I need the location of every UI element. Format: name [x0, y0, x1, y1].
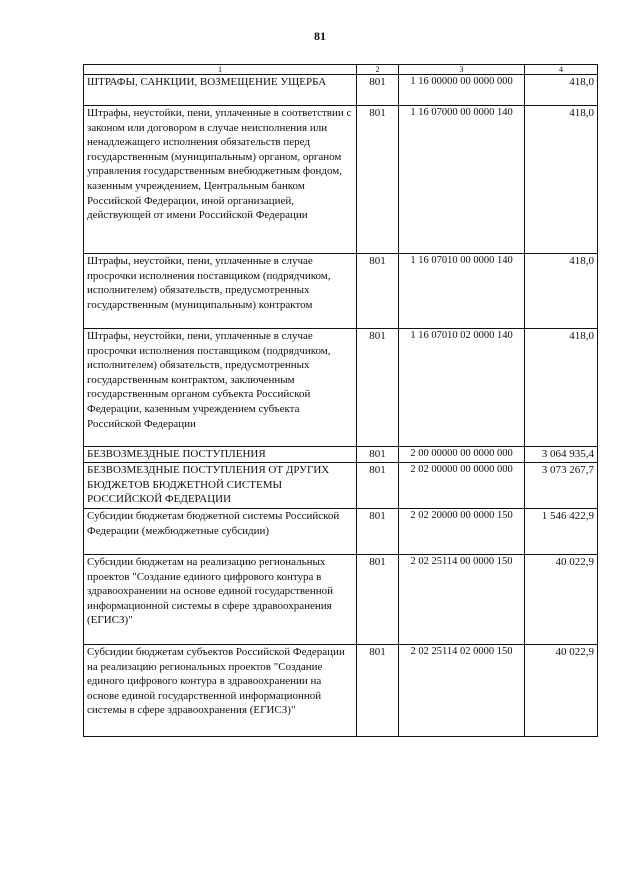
row-amount: 418,0 — [525, 254, 598, 329]
row-amount: 1 546 422,9 — [525, 509, 598, 555]
row-name: Штрафы, неустойки, пени, уплаченные в случае просрочки исполнения поставщиком (подрядчиком, исполнителем) обязательств, предусмотренных государственным (муниципальным) контрактом — [84, 254, 357, 329]
row-admin-code: 801 — [357, 447, 399, 463]
row-name: ШТРАФЫ, САНКЦИИ, ВОЗМЕЩЕНИЕ УЩЕРБА — [84, 75, 357, 106]
table-row — [84, 329, 598, 447]
column-number-2: 2 — [357, 65, 399, 75]
row-admin-code: 801 — [357, 106, 399, 254]
row-budget-code: 1 16 00000 00 0000 000 — [399, 75, 525, 106]
column-number-4: 4 — [525, 65, 598, 75]
table-row — [84, 509, 598, 555]
table-row — [84, 463, 598, 509]
column-number-row — [84, 65, 598, 75]
column-number-3: 3 — [399, 65, 525, 75]
row-name: Штрафы, неустойки, пени, уплаченные в случае просрочки исполнения поставщиком (подрядчиком, исполнителем) обязательств, предусмотренных государственным контрактом, заключенным государственным органом субъекта Российской Федерации, казенным учреждением субъекта Российской Федерации — [84, 329, 357, 447]
table-row — [84, 106, 598, 254]
row-amount: 40 022,9 — [525, 645, 598, 737]
row-name: БЕЗВОЗМЕЗДНЫЕ ПОСТУПЛЕНИЯ — [84, 447, 357, 463]
table-row — [84, 75, 598, 106]
table-row — [84, 555, 598, 645]
row-name: Субсидии бюджетам бюджетной системы Российской Федерации (межбюджетные субсидии) — [84, 509, 357, 555]
row-amount: 3 073 267,7 — [525, 463, 598, 509]
revenue-table — [83, 64, 598, 737]
row-amount: 418,0 — [525, 106, 598, 254]
row-budget-code: 1 16 07000 00 0000 140 — [399, 106, 525, 254]
row-amount: 418,0 — [525, 75, 598, 106]
row-budget-code: 1 16 07010 00 0000 140 — [399, 254, 525, 329]
page-number: 81 — [314, 29, 326, 43]
row-admin-code: 801 — [357, 463, 399, 509]
row-budget-code: 2 00 00000 00 0000 000 — [399, 447, 525, 463]
table-row — [84, 254, 598, 329]
row-admin-code: 801 — [357, 645, 399, 737]
row-admin-code: 801 — [357, 509, 399, 555]
row-name: Субсидии бюджетам на реализацию региональных проектов "Создание единого цифрового контура в здравоохранении на основе единой государственной информационной системы в сфере здравоохранения (ЕГИСЗ)" — [84, 555, 357, 645]
row-amount: 3 064 935,4 — [525, 447, 598, 463]
row-amount: 418,0 — [525, 329, 598, 447]
row-admin-code: 801 — [357, 75, 399, 106]
row-admin-code: 801 — [357, 329, 399, 447]
table-row — [84, 447, 598, 463]
column-number-1: 1 — [84, 65, 357, 75]
row-budget-code: 2 02 25114 02 0000 150 — [399, 645, 525, 737]
row-name: БЕЗВОЗМЕЗДНЫЕ ПОСТУПЛЕНИЯ ОТ ДРУГИХ БЮДЖЕТОВ БЮДЖЕТНОЙ СИСТЕМЫ РОССИЙСКОЙ ФЕДЕРАЦИИ — [84, 463, 357, 509]
table-row — [84, 645, 598, 737]
row-amount: 40 022,9 — [525, 555, 598, 645]
row-name: Штрафы, неустойки, пени, уплаченные в соответствии с законом или договором в случае неисполнения или ненадлежащего исполнения обязательств перед государственным (муниципальным) органом, органом управления государственным внебюджетным фондом, казенным учреждением, Центральным банком Российской Федерации, иной организацией, действующей от имени Российской Федерации — [84, 106, 357, 254]
row-budget-code: 2 02 25114 00 0000 150 — [399, 555, 525, 645]
row-budget-code: 1 16 07010 02 0000 140 — [399, 329, 525, 447]
row-admin-code: 801 — [357, 254, 399, 329]
row-budget-code: 2 02 20000 00 0000 150 — [399, 509, 525, 555]
row-name: Субсидии бюджетам субъектов Российской Федерации на реализацию региональных проектов "Создание единого цифрового контура в здравоохранении на основе единой государственной информационной системы в сфере здравоохранения (ЕГИСЗ)" — [84, 645, 357, 737]
row-admin-code: 801 — [357, 555, 399, 645]
row-budget-code: 2 02 00000 00 0000 000 — [399, 463, 525, 509]
